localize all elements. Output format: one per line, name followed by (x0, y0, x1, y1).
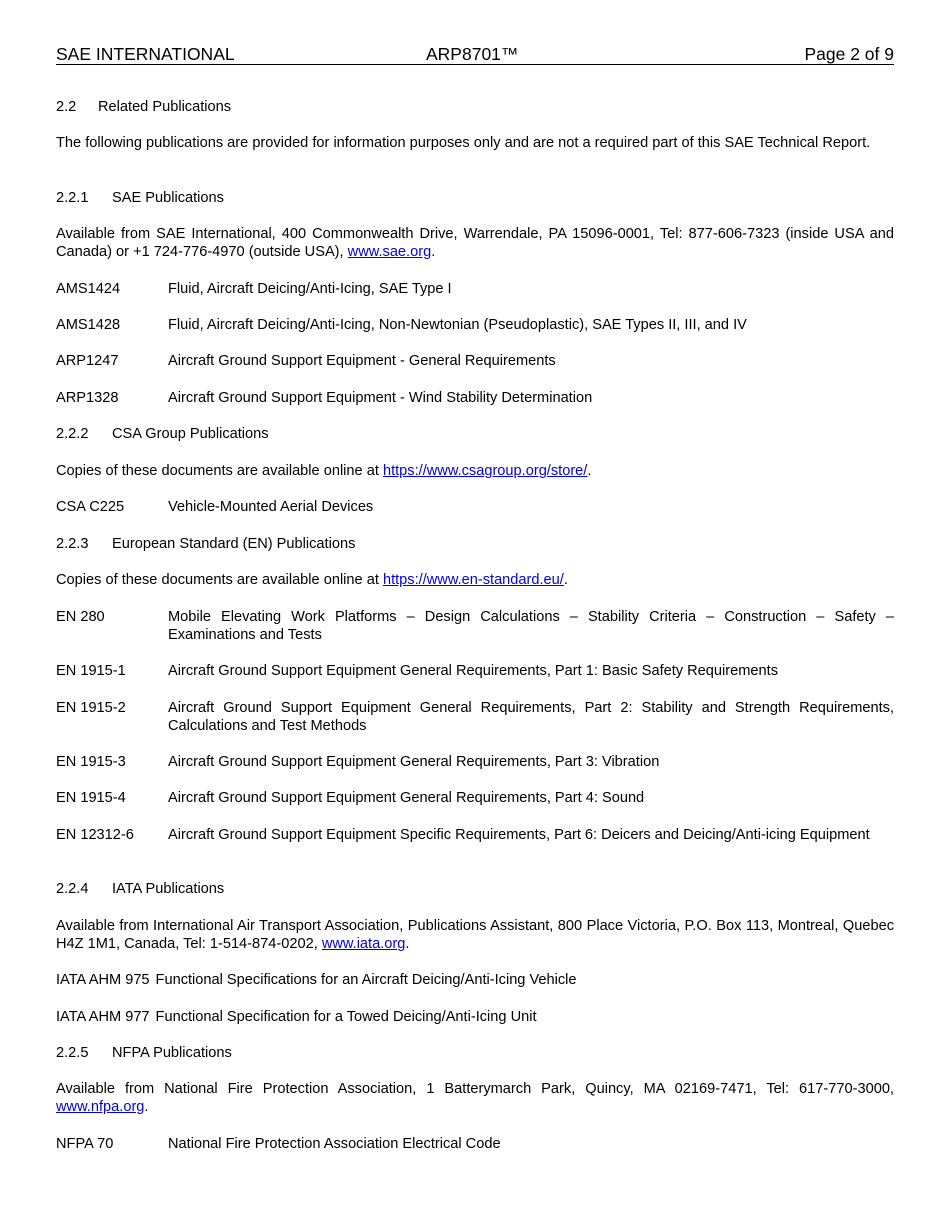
period: . (563, 572, 568, 588)
section-title: SAE Publications (112, 190, 224, 206)
header-org: SAE INTERNATIONAL (56, 44, 235, 64)
section-title: European Standard (EN) Publications (112, 536, 356, 552)
iata-website-link[interactable]: www.iata.org (321, 936, 406, 952)
reference-code: EN 1915-2 (56, 700, 126, 716)
header-doc-number: ARP8701™ (426, 44, 519, 64)
reference-entry (56, 699, 894, 735)
reference-entry (56, 498, 894, 516)
reference-title: Fluid, Aircraft Deicing/Anti-Icing, SAE Type I (168, 281, 452, 297)
period: . (144, 1099, 149, 1115)
reference-code: NFPA 70 (56, 1136, 114, 1152)
availability-paragraph (56, 917, 894, 953)
reference-title: Aircraft Ground Support Equipment General Requirements, Part 3: Vibration (168, 754, 660, 770)
reference-entry (56, 662, 894, 680)
reference-entry (56, 389, 894, 407)
reference-entry (56, 789, 894, 807)
reference-code: IATA AHM 977 (56, 1009, 150, 1025)
reference-code: EN 12312-6 (56, 827, 134, 843)
section-title: Related Publications (98, 99, 232, 115)
reference-title: Fluid, Aircraft Deicing/Anti-Icing, Non-Newtonian (Pseudoplastic), SAE Types II, III, and IV (168, 317, 747, 333)
section-heading-2-2-5 (56, 1044, 894, 1062)
reference-code: EN 1915-3 (56, 754, 126, 770)
nfpa-website-link[interactable]: www.nfpa.org (56, 1099, 145, 1115)
availability-text: Available from National Fire Protection Association, 1 Batterymarch Park, Quincy, MA 02169-7471, Tel: 617-770-3000, (56, 1081, 894, 1097)
section-title: CSA Group Publications (112, 426, 269, 442)
reference-entry (56, 1135, 894, 1153)
section-title: IATA Publications (112, 881, 225, 897)
reference-title: Aircraft Ground Support Equipment General Requirements, Part 2: Stability and Strength Requirements, Calculations and Test Methods (168, 700, 894, 734)
section-number: 2.2.4 (56, 881, 89, 897)
reference-entry (56, 753, 894, 771)
csa-store-link[interactable]: https://www.csagroup.org/store/ (382, 463, 588, 479)
reference-code: AMS1428 (56, 317, 121, 333)
reference-code: ARP1328 (56, 390, 119, 406)
reference-entry (56, 826, 894, 844)
availability-paragraph (56, 1080, 894, 1116)
section-number: 2.2.1 (56, 190, 89, 206)
reference-code: IATA AHM 975 (56, 972, 150, 988)
reference-title: Mobile Elevating Work Platforms – Design Calculations – Stability Criteria – Construction – Safety – Examinations and Tests (168, 609, 894, 643)
reference-title: Aircraft Ground Support Equipment Specific Requirements, Part 6: Deicers and Deicing/Anti-icing Equipment (168, 827, 870, 843)
reference-title: Aircraft Ground Support Equipment General Requirements, Part 1: Basic Safety Requirements (168, 663, 778, 679)
reference-title: Functional Specification for a Towed Deicing/Anti-Icing Unit (155, 1009, 537, 1025)
sae-website-link[interactable]: www.sae.org (347, 244, 432, 260)
reference-entry (56, 280, 894, 298)
availability-text: Available from SAE International, 400 Commonwealth Drive, Warrendale, PA 15096-0001, Tel: 877-606-7323 (inside USA and Canada) or +1 724-776-4970 (outside USA), (56, 226, 894, 260)
section-number: 2.2.3 (56, 536, 89, 552)
reference-code: ARP1247 (56, 353, 119, 369)
availability-text: Copies of these documents are available online at (56, 572, 383, 588)
section-intro-paragraph: The following publications are provided for information purposes only and are not a required part of this SAE Technical Report. (56, 135, 871, 151)
reference-entry (56, 608, 894, 644)
section-heading-2-2-3 (56, 535, 894, 553)
section-number: 2.2.2 (56, 426, 89, 442)
reference-title: Aircraft Ground Support Equipment - Wind Stability Determination (168, 390, 593, 406)
availability-paragraph (56, 462, 894, 480)
header-page-number: Page 2 of 9 (804, 44, 894, 64)
reference-entry (56, 971, 894, 989)
availability-paragraph (56, 225, 894, 261)
reference-entry (56, 316, 894, 334)
section-number: 2.2 (56, 99, 77, 115)
section-heading-2-2-1 (56, 189, 894, 207)
section-number: 2.2.5 (56, 1045, 89, 1061)
reference-code: AMS1424 (56, 281, 121, 297)
period: . (431, 244, 436, 260)
reference-code: EN 280 (56, 609, 105, 625)
section-title: NFPA Publications (112, 1045, 232, 1061)
reference-code: CSA C225 (56, 499, 125, 515)
section-heading-2-2 (56, 98, 894, 116)
en-standard-link[interactable]: https://www.en-standard.eu/ (382, 572, 564, 588)
reference-title: Vehicle-Mounted Aerial Devices (168, 499, 374, 515)
reference-entry (56, 352, 894, 370)
reference-title: Aircraft Ground Support Equipment General Requirements, Part 4: Sound (168, 790, 645, 806)
availability-text: Available from International Air Transport Association, Publications Assistant, 800 Place Victoria, P.O. Box 113, Montreal, Quebec H4Z 1M1, Canada, Tel: 1-514-874-0202, (56, 918, 894, 952)
section-heading-2-2-4 (56, 880, 894, 898)
period: . (587, 463, 592, 479)
period: . (405, 936, 410, 952)
reference-code: EN 1915-4 (56, 790, 126, 806)
reference-title: Functional Specifications for an Aircraft Deicing/Anti-Icing Vehicle (155, 972, 577, 988)
availability-paragraph (56, 571, 894, 589)
reference-title: Aircraft Ground Support Equipment - General Requirements (168, 353, 556, 369)
section-heading-2-2-2 (56, 425, 894, 443)
reference-title: National Fire Protection Association Electrical Code (168, 1136, 501, 1152)
reference-entry (56, 1008, 894, 1026)
reference-code: EN 1915-1 (56, 663, 126, 679)
page-header (56, 44, 894, 65)
availability-text: Copies of these documents are available online at (56, 463, 383, 479)
